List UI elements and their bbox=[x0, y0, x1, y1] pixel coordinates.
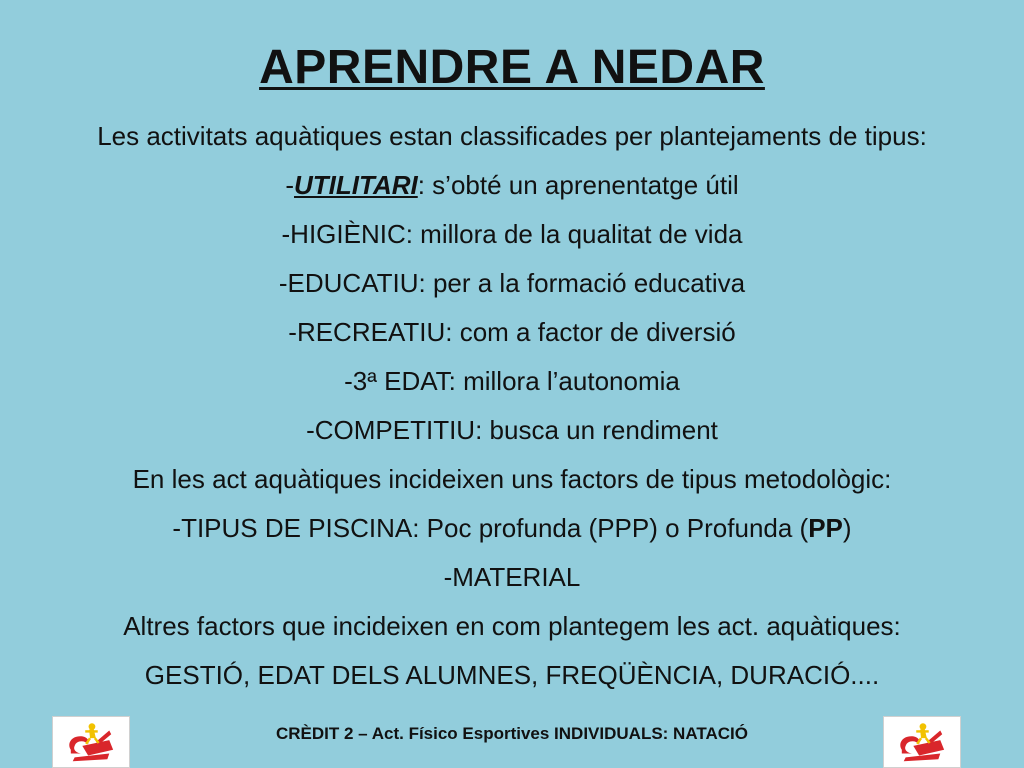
list-item-3a-edat: -3ª EDAT: millora l’autonomia bbox=[344, 366, 680, 396]
footer bbox=[0, 716, 1024, 756]
slide-title: APRENDRE A NEDAR bbox=[259, 41, 765, 94]
swimmer-logo-icon-graphic bbox=[884, 717, 960, 767]
footer-text: CRÈDIT 2 – Act. Físico Esportives INDIVIDUALS: NATACIÓ bbox=[276, 724, 748, 743]
piscina-suffix: ) bbox=[842, 513, 852, 543]
utilitari-prefix: - bbox=[285, 170, 295, 200]
material-line: -MATERIAL bbox=[443, 562, 581, 592]
list-item-higienic: -HIGIÈNIC: millora de la qualitat de vida bbox=[281, 219, 743, 249]
piscina-bold: PP bbox=[808, 513, 843, 543]
piscina-line bbox=[0, 504, 1024, 553]
slide-body bbox=[0, 112, 1024, 700]
swimmer-logo-icon bbox=[883, 716, 961, 768]
list-item-competitiu: -COMPETITIU: busca un rendiment bbox=[306, 415, 718, 445]
intro-line: Les activitats aquàtiques estan classificades per plantejaments de tipus: bbox=[97, 121, 927, 151]
piscina-prefix: -TIPUS DE PISCINA: Poc profunda (PPP) o Profunda ( bbox=[172, 513, 809, 543]
utilitari-line bbox=[0, 161, 1024, 210]
altres-list-line: GESTIÓ, EDAT DELS ALUMNES, FREQÜÈNCIA, DURACIÓ.... bbox=[144, 660, 880, 690]
utilitari-label: UTILITARI bbox=[294, 170, 418, 200]
factors-intro-line: En les act aquàtiques incideixen uns factors de tipus metodològic: bbox=[132, 464, 892, 494]
altres-intro-line: Altres factors que incideixen en com plantegem les act. aquàtiques: bbox=[123, 611, 901, 641]
utilitari-suffix: : s’obté un aprenentatge útil bbox=[417, 170, 739, 200]
list-item-recreatiu: -RECREATIU: com a factor de diversió bbox=[288, 317, 736, 347]
list-item-educatiu: -EDUCATIU: per a la formació educativa bbox=[278, 268, 746, 298]
